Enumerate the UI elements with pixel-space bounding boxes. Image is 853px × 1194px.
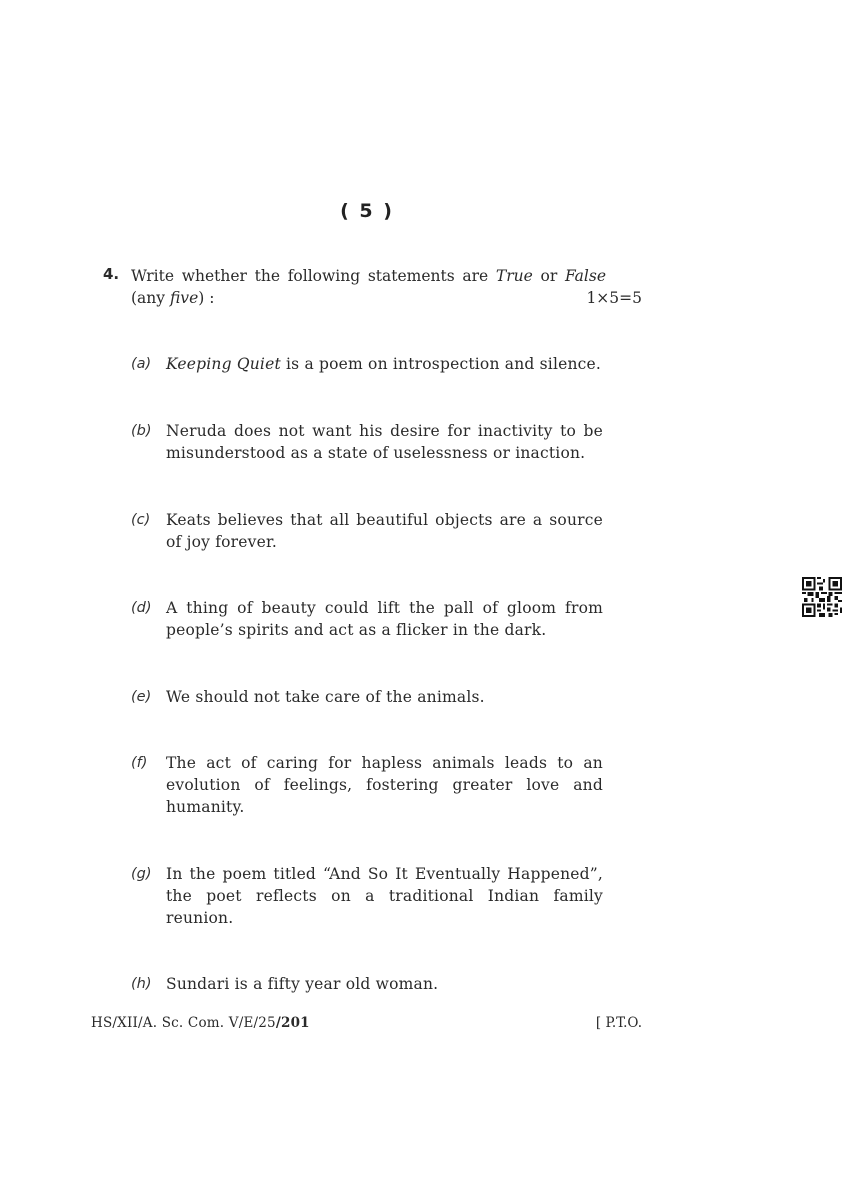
item-label: (a) [131,356,152,372]
item-text: Keats believes that all beautiful objects are a source of joy forever. [166,511,603,551]
item-label: (d) [131,600,152,616]
item-label: (g) [131,866,152,882]
page-number: ( 5 ) [340,200,394,222]
item-label: (f) [131,755,148,771]
any-close: ) : [198,289,215,307]
instruction-or: or [532,267,565,285]
item-text [166,353,603,375]
question-number: 4. [103,265,120,283]
any-open: (any [131,289,170,307]
any-five: five [169,289,199,307]
item-text: A thing of beauty could lift the pall of gloom from people’s spirits and act as a flicker in the dark. [166,599,603,639]
paper-code-suffix: /201 [275,1015,310,1031]
paper-code [91,1015,310,1031]
item-text-rest: is a poem on introspection and silence. [280,355,602,373]
paper-code-prefix: HS/XII/A. Sc. Com. V/E/25 [91,1015,276,1031]
pto-note: [ P.T.O. [595,1015,642,1031]
question-instruction [131,265,606,287]
qr-code-icon [802,577,842,617]
item-text: We should not take care of the animals. [166,688,485,706]
poem-title: Keeping Quiet [166,355,281,373]
instruction-false: False [564,267,606,285]
item-label: (c) [131,512,151,528]
item-text: Neruda does not want his desire for inactivity to be misunderstood as a state of uselessness or inaction. [166,422,603,462]
item-label: (h) [131,976,152,992]
item-text: In the poem titled “And So It Eventually Happened”, the poet reflects on a traditional Indian family reunion. [166,865,603,927]
item-label: (e) [131,689,152,705]
instruction-true: True [495,267,533,285]
item-text: Sundari is a fifty year old woman. [166,975,439,993]
instruction-text: Write whether the following statements are [131,267,496,285]
marks: 1×5=5 [586,289,642,307]
item-label: (b) [131,423,152,439]
question-instruction-line2 [131,287,214,309]
item-text: The act of caring for hapless animals leads to an evolution of feelings, fostering greater love and humanity. [166,754,603,816]
